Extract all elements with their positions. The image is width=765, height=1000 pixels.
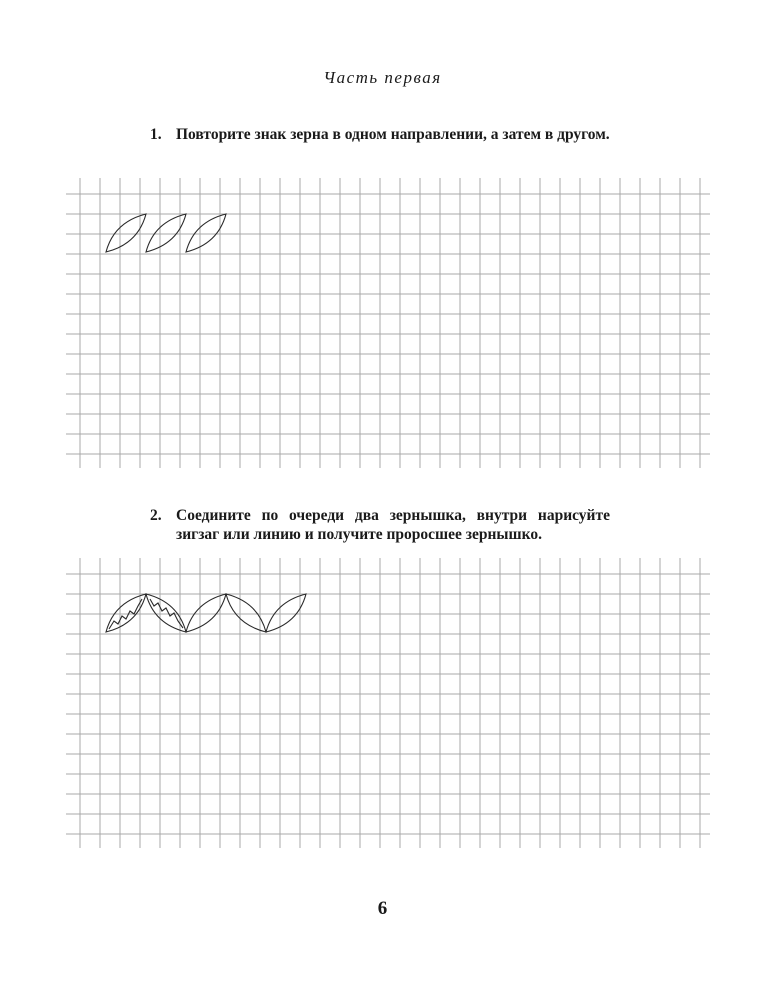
exercise-2-grid bbox=[66, 558, 710, 848]
exercise-2-grid-lines bbox=[66, 558, 710, 848]
exercise-2-instruction bbox=[150, 506, 610, 544]
page-number: 6 bbox=[377, 898, 388, 919]
running-head: Часть первая bbox=[323, 68, 442, 87]
exercise-1-grain-drawing bbox=[106, 214, 226, 252]
exercise-1-text: Повторите знак зерна в одном направлении, а затем в другом. bbox=[176, 126, 610, 143]
exercise-2-number: 2. bbox=[150, 507, 162, 524]
exercise-2-text: Соедините по очереди два зернышка, внутри нарисуйте зигзаг или линию и получите проросшее зернышко. bbox=[176, 507, 610, 543]
exercise-2-sprouted-grain-drawing bbox=[106, 594, 306, 632]
exercise-1-number: 1. bbox=[150, 126, 162, 143]
exercise-1-instruction bbox=[150, 125, 610, 144]
exercise-1-grid-lines bbox=[66, 178, 710, 468]
exercise-1-grid bbox=[66, 178, 710, 468]
